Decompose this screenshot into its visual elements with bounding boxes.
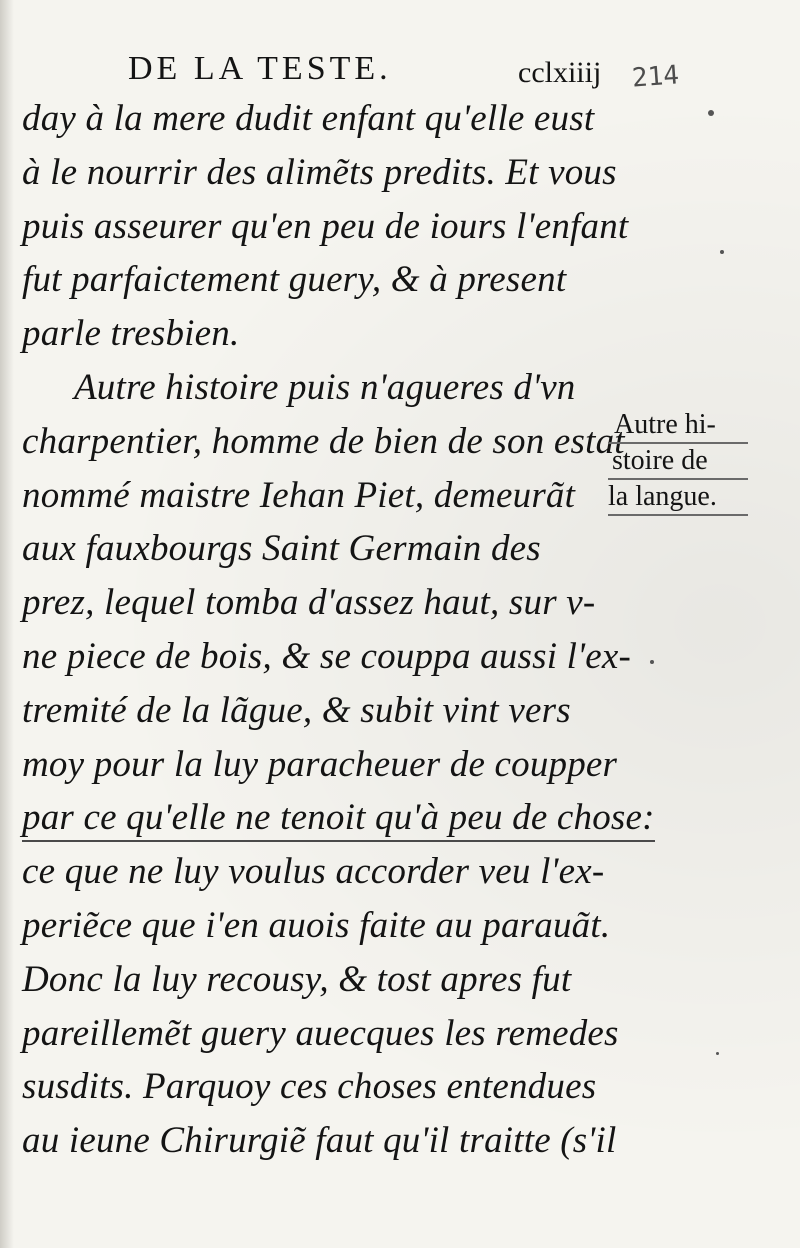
text-line: moy pour la luy paracheuer de coupper <box>22 743 618 785</box>
print-speck <box>708 110 714 116</box>
text-line: fut parfaictement guery, & à present <box>22 259 567 301</box>
text-line: prez, lequel tomba d'assez haut, sur v- <box>22 582 596 624</box>
text-line: aux fauxbourgs Saint Germain des <box>22 528 541 570</box>
text-line: susdits. Parquoy ces choses entendues <box>22 1066 597 1108</box>
text-line: periẽce que i'en auois faite au parauãt. <box>22 904 611 946</box>
print-speck <box>650 660 654 664</box>
text-line: pareillemẽt guery auecques les remedes <box>22 1012 619 1054</box>
text-line: charpentier, homme de bien de son estat <box>22 420 625 462</box>
handwritten-page-number: 214 <box>631 60 680 94</box>
text-line: tremité de la lãgue, & subit vint vers <box>22 689 571 731</box>
paragraph-start-line: Autre histoire puis n'agueres d'vn <box>74 366 576 408</box>
text-line: à le nourrir des alimẽts predits. Et vous <box>22 151 617 193</box>
text-line: au ieune Chirurgiẽ faut qu'il traitte (s'il <box>22 1120 617 1162</box>
text-line: Donc la luy recousy, & tost apres fut <box>22 958 572 1000</box>
text-line: nommé maistre Iehan Piet, demeurãt <box>22 474 576 516</box>
page-gutter-shadow <box>0 0 14 1248</box>
text-line: parle tresbien. <box>22 313 240 355</box>
body-text <box>22 92 655 1168</box>
underlined-text: par ce qu'elle ne tenoit qu'à peu de chose: <box>22 797 655 842</box>
margin-note <box>608 408 748 516</box>
margin-note-line: stoire de <box>608 444 748 480</box>
print-speck <box>720 250 724 254</box>
margin-note-line: Autre hi- <box>608 408 748 444</box>
text-line: day à la mere dudit enfant qu'elle eust <box>22 98 595 139</box>
folio-number: cclxiiij <box>518 56 602 89</box>
margin-note-line: la langue. <box>608 480 748 516</box>
text-line: ce que ne luy voulus accorder veu l'ex- <box>22 851 605 893</box>
text-line: puis asseurer qu'en peu de iours l'enfant <box>22 205 629 247</box>
print-speck <box>716 1052 719 1055</box>
underlined-text-line <box>22 791 655 845</box>
text-line: ne piece de bois, & se couppa aussi l'ex- <box>22 635 631 677</box>
running-head: DE LA TESTE. <box>128 50 392 87</box>
